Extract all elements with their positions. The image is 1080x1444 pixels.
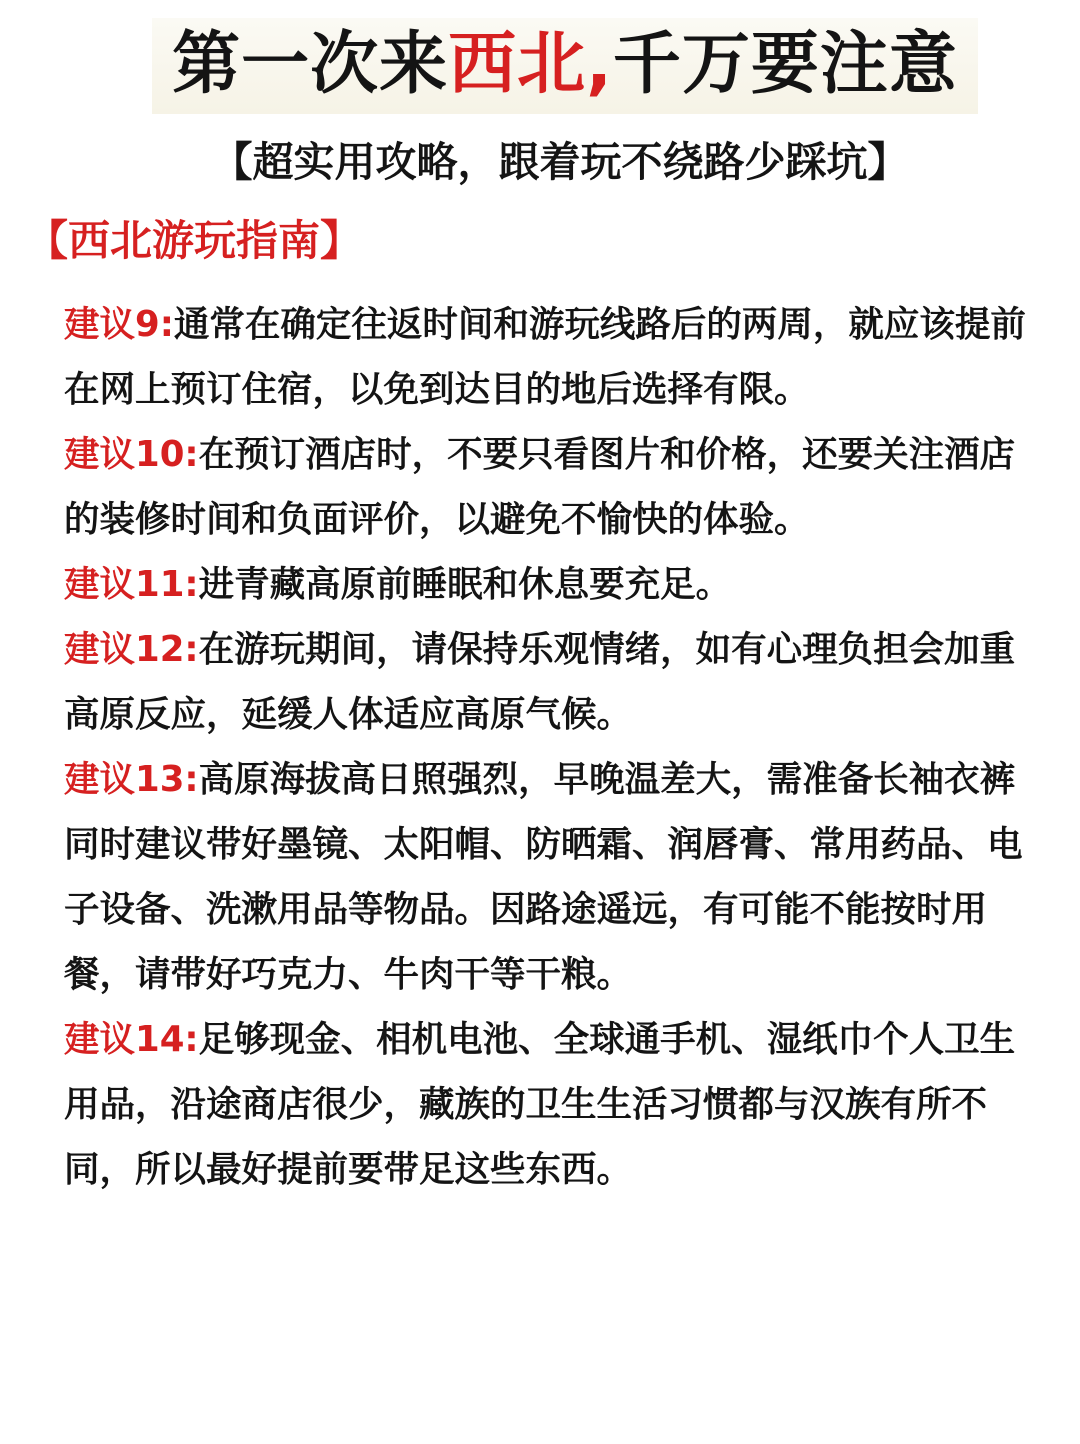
tip-14 — [64, 1007, 1032, 1202]
title-banner — [0, 18, 1080, 114]
tip-label: 建议14: — [64, 1019, 199, 1060]
page-subtitle: 【超实用攻略，跟着玩不绕路少踩坑】 — [211, 138, 909, 186]
tip-text: 进青藏高原前睡眠和休息要充足。 — [198, 564, 732, 605]
tip-text: 在游玩期间，请保持乐观情绪，如有心理负担会加重高原反应，延缓人体适应高原气候。 — [64, 629, 1016, 735]
section-title: 【西北游玩指南】 — [26, 216, 363, 265]
tip-label: 建议11: — [64, 564, 199, 605]
tip-text: 高原海拔高日照强烈，早晚温差大，需准备长袖衣裤同时建议带好墨镜、太阳帽、防晒霜、润唇膏、常用药品、电子设备、洗漱用品等物品。因路途遥远，有可能不能按时用餐，请带好巧克力、牛肉干等干粮。 — [64, 759, 1023, 995]
tip-text: 通常在确定往返时间和游玩线路后的两周，就应该提前在网上预订住宿，以免到达目的地后选择有限。 — [64, 304, 1026, 410]
title-background — [152, 18, 978, 114]
title-part-2: 千万要注意 — [612, 25, 958, 104]
tip-11 — [64, 552, 1032, 617]
tip-label: 建议9: — [64, 304, 174, 345]
tip-13 — [64, 747, 1032, 1007]
title-highlight: 西北, — [448, 25, 613, 104]
tip-label: 建议10: — [64, 434, 199, 475]
tip-label: 建议13: — [64, 759, 199, 800]
tip-12 — [64, 617, 1032, 747]
tip-label: 建议12: — [64, 629, 199, 670]
title-part-1: 第一次来 — [172, 25, 449, 104]
tip-text: 足够现金、相机电池、全球通手机、湿纸巾个人卫生用品，沿途商店很少，藏族的卫生生活习惯都与汉族有所不同，所以最好提前要带足这些东西。 — [64, 1019, 1016, 1190]
tips-list — [64, 292, 1032, 1202]
page-title — [172, 22, 958, 108]
tip-9 — [64, 292, 1032, 422]
tip-10 — [64, 422, 1032, 552]
tip-text: 在预订酒店时，不要只看图片和价格，还要关注酒店的装修时间和负面评价，以避免不愉快的体验。 — [64, 434, 1016, 540]
